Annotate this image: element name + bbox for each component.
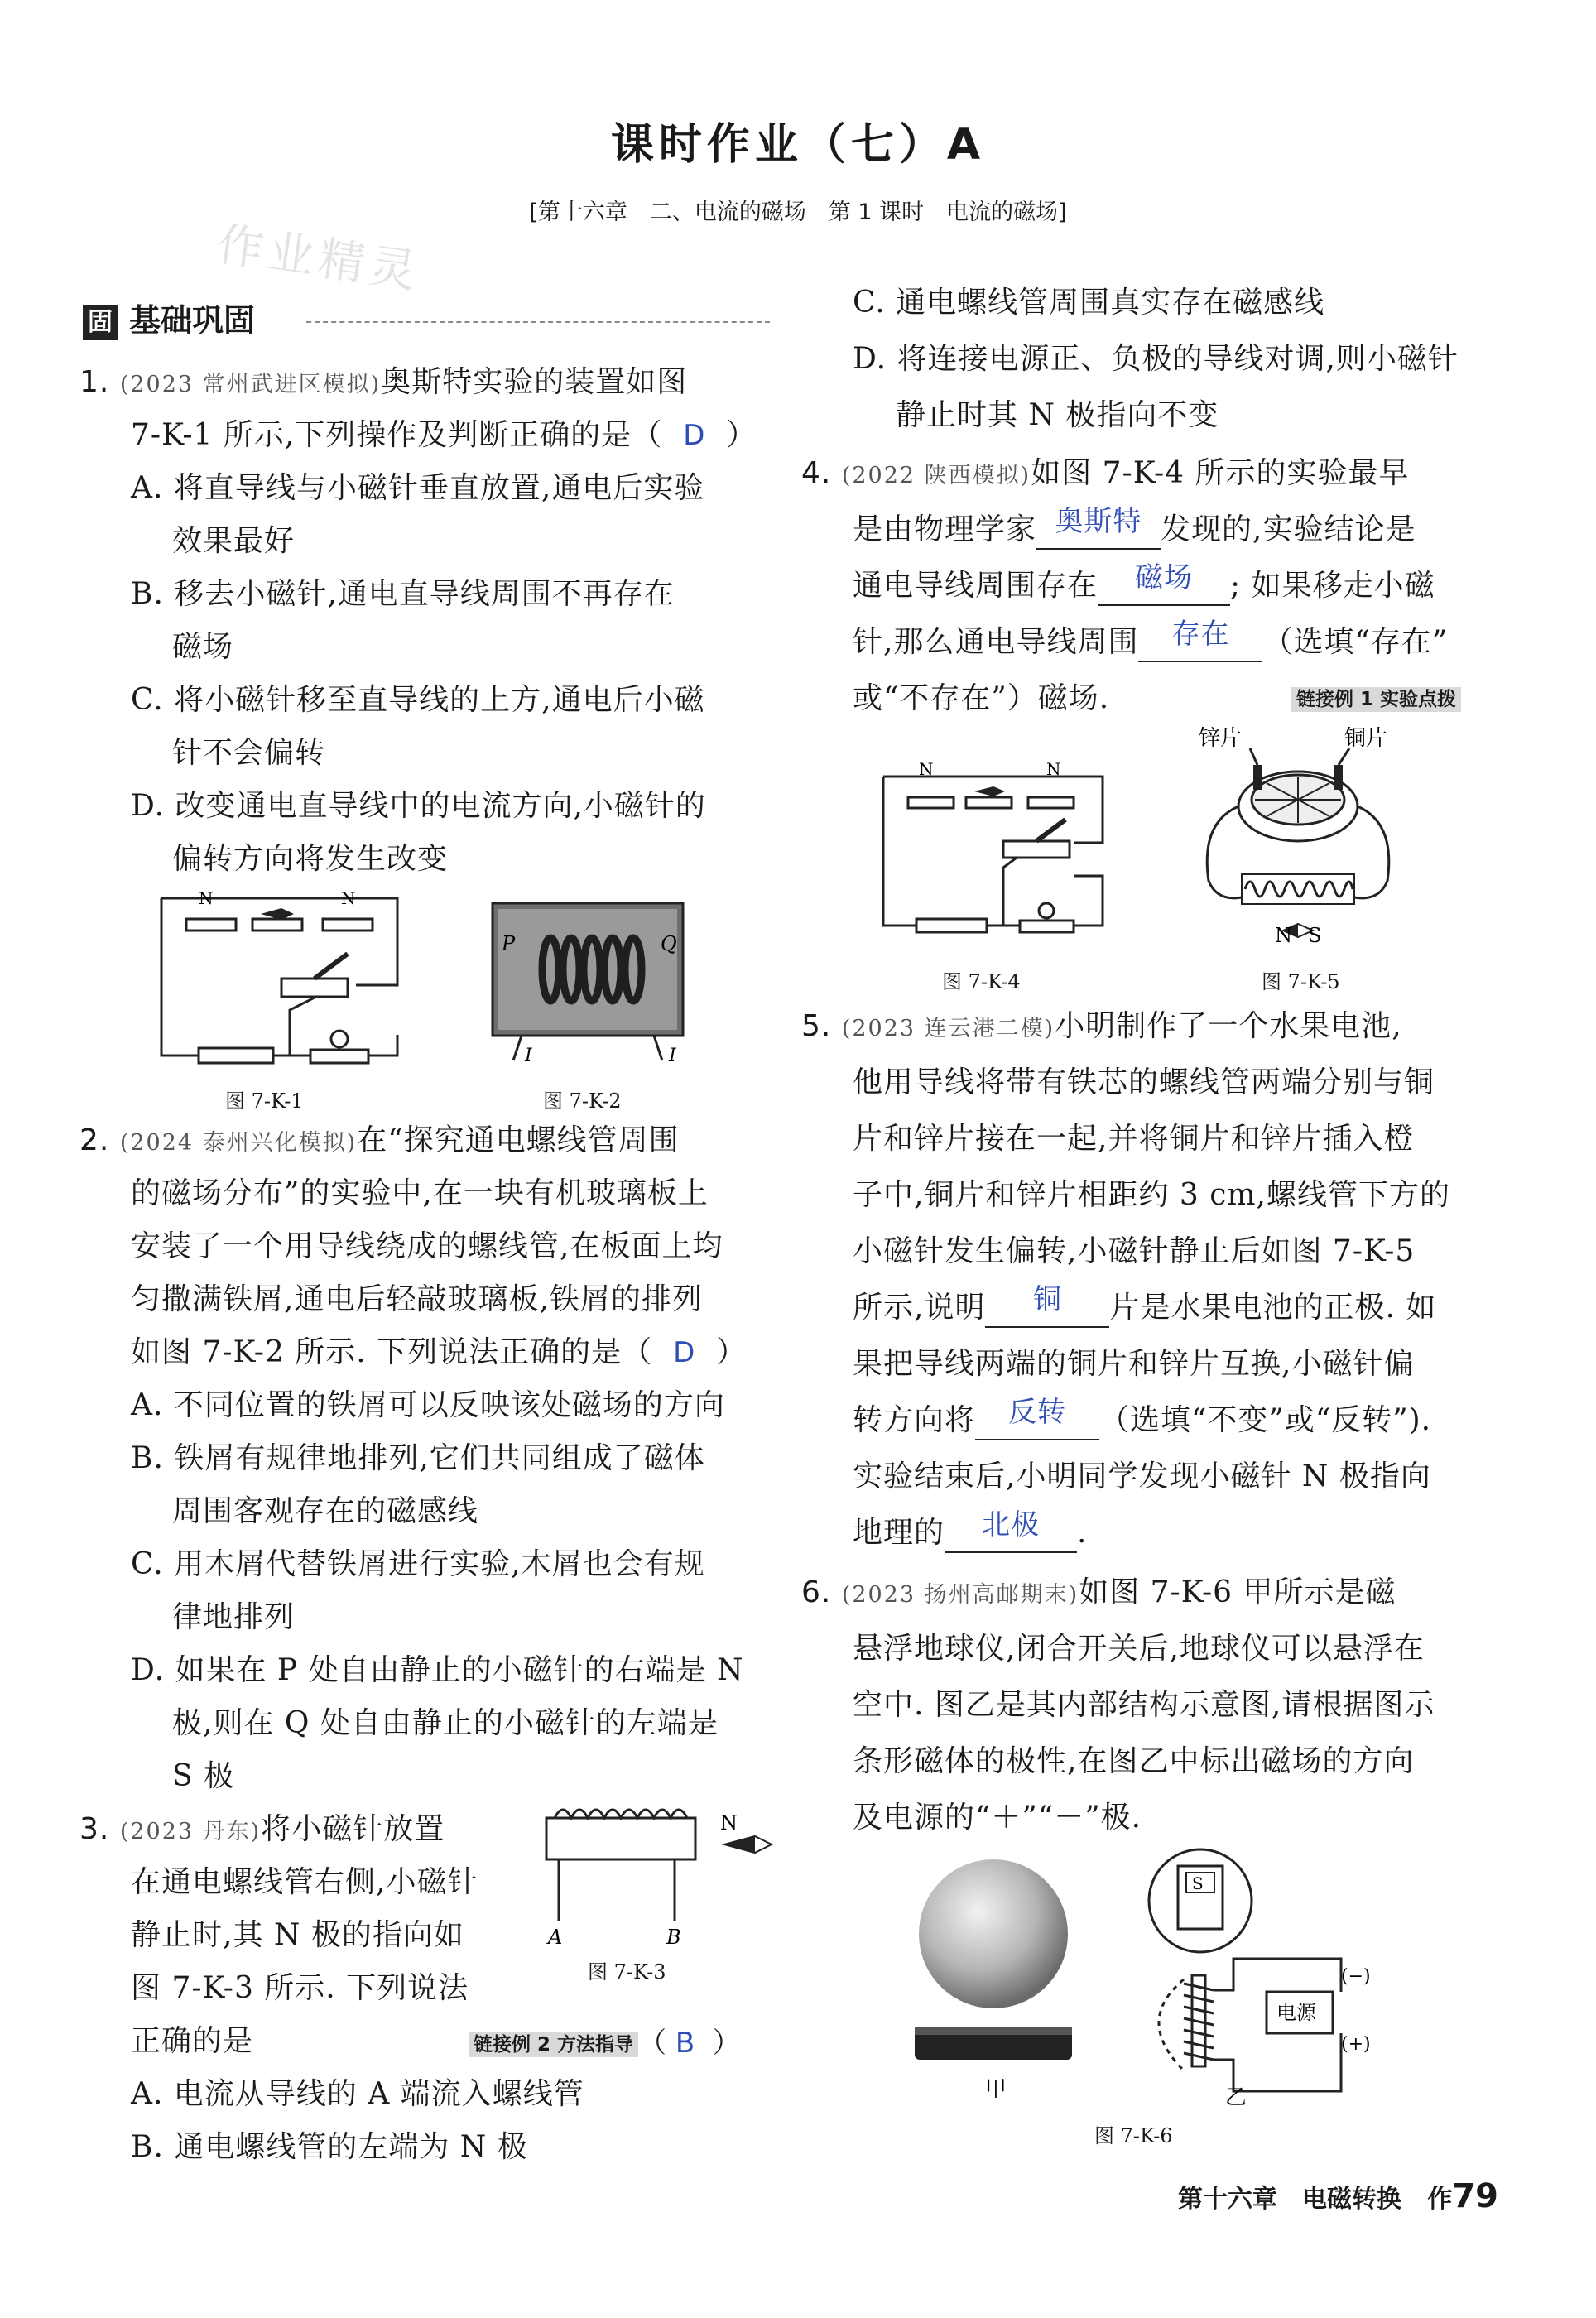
q1-option-b: B. 移去小磁针,通电直导线周围不再存在	[131, 577, 675, 611]
fig6-power-label: 电源	[1276, 2001, 1316, 2024]
q4-blank-1: 奥斯特	[1036, 512, 1161, 550]
fig6-jia-label: 甲	[985, 2077, 1007, 2102]
footer-chapter: 第十六章 电磁转换	[1177, 2185, 1401, 2214]
q1-option-d-cont: 偏转方向将发生改变	[172, 842, 449, 876]
q1-option-c-cont: 针不会偏转	[172, 736, 326, 770]
fig4-n-label-2: N	[1046, 760, 1061, 779]
q5-line-1: 5. (2023 连云港二模)小明制作了一个水果电池,	[801, 1009, 1402, 1043]
fig1-n-label-2: N	[341, 888, 356, 908]
fig6-minus-label: (−)	[1341, 1966, 1371, 1987]
q5-line-9: 实验结束后,小明同学发现小磁针 N 极指向	[853, 1460, 1431, 1493]
fig4-n-label-1: N	[919, 760, 934, 779]
q3-line-3: 静止时,其 N 极的指向如	[131, 1918, 464, 1952]
fig1-n-label-1: N	[199, 888, 214, 908]
q1-line-2: 7-K-1 所示,下列操作及判断正确的是（ D ）	[131, 418, 757, 452]
q2-option-d-cont-2: S 极	[172, 1759, 235, 1793]
q5-blank-1: 铜	[985, 1290, 1109, 1328]
q4-blank-3: 存在	[1138, 624, 1262, 662]
fig-7k5-caption: 图 7-K-5	[1262, 970, 1340, 993]
q2-line-2: 的磁场分布”的实验中,在一块有机玻璃板上	[131, 1176, 709, 1210]
q5-blank-2: 反转	[975, 1402, 1099, 1440]
q1-option-a: A. 将直导线与小磁针垂直放置,通电后实验	[131, 471, 705, 505]
fig2-current-label-2: I	[669, 1046, 676, 1065]
fig-7k3-caption: 图 7-K-3	[588, 1960, 666, 1984]
watermark: 作业精灵	[214, 218, 425, 300]
page-title: 课时作业（七）A	[610, 120, 986, 170]
fig-7k2-caption: 图 7-K-2	[543, 1089, 622, 1113]
fig2-q-label: Q	[661, 932, 677, 955]
section-heading: 固 基础巩固	[83, 295, 255, 340]
page-number: 79	[1452, 2177, 1498, 2215]
q2-option-d-cont: 极,则在 Q 处自由静止的小磁针的左端是	[172, 1706, 719, 1740]
q3-line-4: 图 7-K-3 所示. 下列说法	[131, 1971, 469, 2005]
q4-line-4: 针,那么通电导线周围 存在 （选填“存在”	[853, 623, 1448, 662]
fig6-yi-label: 乙	[1225, 2085, 1247, 2110]
q3-line-1: 3. (2023 丹东)将小磁针放置	[79, 1812, 445, 1846]
q5-line-4: 子中,铜片和锌片相距约 3 cm,螺线管下方的	[853, 1178, 1450, 1212]
q3-option-b: B. 通电螺线管的左端为 N 极	[131, 2130, 528, 2164]
q3-line-2: 在通电螺线管右侧,小磁针	[131, 1865, 478, 1899]
q4-line-3: 通电导线周围存在 磁场 ; 如果移走小磁	[853, 566, 1435, 606]
q5-blank-3: 北极	[945, 1515, 1077, 1553]
fig-7k1-caption: 图 7-K-1	[225, 1089, 304, 1113]
section-divider	[306, 321, 770, 323]
globe-illustration	[919, 1859, 1068, 2008]
section-icon: 固	[83, 305, 118, 340]
q5-line-3: 片和锌片接在一起,并将铜片和锌片插入橙	[853, 1122, 1415, 1156]
q1-line-1: 1. (2023 常州武进区模拟)奥斯特实验的装置如图	[79, 365, 688, 399]
q6-line-5: 及电源的“＋”“－”极.	[853, 1801, 1142, 1835]
figure-7k1	[149, 886, 422, 1076]
q1-answer: D	[683, 419, 706, 452]
q2-option-a: A. 不同位置的铁屑可以反映该处磁场的方向	[131, 1388, 725, 1422]
q5-line-7: 果把导线两端的铜片和锌片互换,小磁针偏	[853, 1347, 1415, 1381]
q5-line-8: 转方向将 反转 （选填“不变”或“反转”).	[853, 1401, 1431, 1440]
fig3-b-label: B	[666, 1926, 681, 1949]
fig3-a-label: A	[548, 1926, 563, 1949]
fig6-plus-label: (+)	[1341, 2034, 1371, 2055]
q3-option-d-cont: 静止时其 N 极指向不变	[896, 398, 1219, 432]
fig2-p-label: P	[502, 932, 516, 955]
q1-option-d: D. 改变通电直导线中的电流方向,小磁针的	[131, 789, 706, 823]
q3-line-5: 正确的是	[131, 2024, 254, 2058]
q3-option-a: A. 电流从导线的 A 端流入螺线管	[131, 2077, 584, 2111]
q2-line-5: 如图 7-K-2 所示. 下列说法正确的是（ D ）	[131, 1335, 748, 1369]
lesson-subtitle: [第十六章 二、电流的磁场 第 1 课时 电流的磁场]	[529, 200, 1067, 225]
q2-option-d: D. 如果在 P 处自由静止的小磁针的右端是 N	[131, 1653, 744, 1687]
q5-line-5: 小磁针发生偏转,小磁针静止后如图 7-K-5	[853, 1234, 1416, 1268]
q2-option-c: C. 用木屑代替铁屑进行实验,木屑也会有规	[131, 1547, 705, 1581]
footer-zuo: 作	[1427, 2185, 1453, 2214]
q3-answer: B	[675, 2027, 695, 2060]
q4-line-2: 是由物理学家 奥斯特 发现的,实验结论是	[853, 510, 1416, 550]
fig3-n-label: N	[720, 1811, 738, 1835]
q6-line-3: 空中. 图乙是其内部结构示意图,请根据图示	[853, 1688, 1435, 1722]
q2-option-c-cont: 律地排列	[172, 1600, 296, 1634]
q5-line-10: 地理的 北极 .	[853, 1513, 1087, 1553]
q2-line-1: 2. (2024 泰州兴化模拟)在“探究通电螺线管周围	[79, 1123, 680, 1157]
page-footer	[1178, 2177, 1498, 2215]
q5-line-6: 所示,说明 铜 片是水果电池的正极. 如	[853, 1288, 1436, 1328]
figure-7k6	[902, 1843, 1382, 2116]
q3-option-d: D. 将连接电源正、负极的导线对调,则小磁针	[853, 342, 1459, 376]
figure-7k3	[538, 1801, 778, 1950]
q1-option-c: C. 将小磁针移至直导线的上方,通电后小磁	[131, 683, 705, 717]
q4-line-1: 4. (2022 陕西模拟)如图 7-K-4 所示的实验最早	[801, 456, 1410, 490]
q4-experiment-tag[interactable]: 链接例 1 实验点拨	[1291, 687, 1461, 712]
q2-answer: D	[673, 1336, 696, 1369]
q3-method-tag[interactable]: 链接例 2 方法指导	[469, 2032, 638, 2057]
q5-line-2: 他用导线将带有铁芯的螺线管两端分别与铜	[853, 1065, 1435, 1099]
fig2-current-label-1: I	[525, 1046, 532, 1065]
q3-option-c: C. 通电螺线管周围真实存在磁感线	[853, 286, 1325, 320]
fig6-s-label: S	[1192, 1873, 1204, 1893]
fig-7k4-caption: 图 7-K-4	[942, 970, 1021, 993]
figure-7k4	[871, 760, 1111, 942]
q2-line-4: 匀撒满铁屑,通电后轻敲玻璃板,铁屑的排列	[131, 1282, 703, 1316]
fig5-copper-label: 铜片	[1344, 726, 1388, 751]
q1-option-a-cont: 效果最好	[172, 524, 296, 558]
figure-7k2	[488, 899, 687, 1065]
q6-line-2: 悬浮地球仪,闭合开关后,地球仪可以悬浮在	[853, 1632, 1425, 1666]
q2-line-3: 安装了一个用导线绕成的螺线管,在板面上均	[131, 1229, 723, 1263]
fig5-s-label: S	[1308, 924, 1322, 947]
q3-answer-row: 链接例 2 方法指导 （ B ）	[469, 2027, 741, 2060]
q4-line-5: 或“不存在”）磁场.	[853, 681, 1110, 715]
q6-line-4: 条形磁体的极性,在图乙中标出磁场的方向	[853, 1744, 1415, 1778]
fig5-zinc-label: 锌片	[1199, 726, 1243, 751]
q6-line-1: 6. (2023 扬州高邮期末)如图 7-K-6 甲所示是磁	[801, 1575, 1396, 1609]
fig-7k6-caption: 图 7-K-6	[1094, 2124, 1173, 2147]
q2-option-b: B. 铁屑有规律地排列,它们共同组成了磁体	[131, 1441, 705, 1475]
q4-blank-2: 磁场	[1098, 568, 1230, 606]
q2-option-b-cont: 周围客观存在的磁感线	[172, 1494, 479, 1528]
q1-option-b-cont: 磁场	[172, 630, 234, 664]
figure-7k5	[1192, 724, 1407, 955]
fig5-n-label: N	[1275, 924, 1292, 947]
